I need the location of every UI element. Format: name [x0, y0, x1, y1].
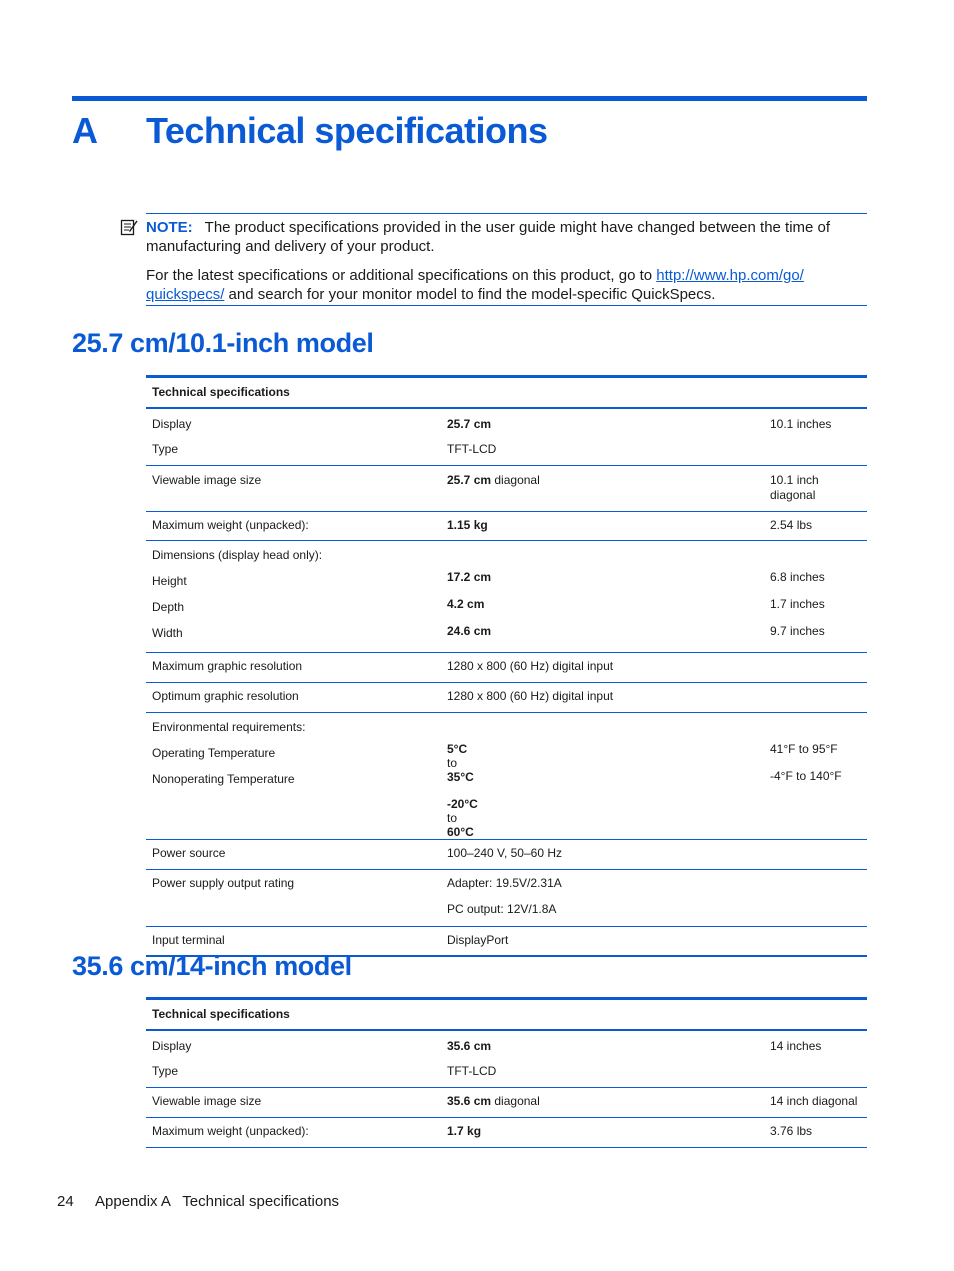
spec-table-10-inch: [146, 375, 867, 957]
table-header-row: [146, 377, 867, 409]
table-row: Viewable image size 35.6 cm diagonal 14 inch diagonal: [146, 1087, 867, 1117]
table-row: Maximum weight (unpacked): 1.15 kg 2.54 lbs: [146, 511, 867, 540]
note-label: NOTE:: [146, 219, 193, 236]
footer-text: Appendix A Technical specifications: [95, 1193, 340, 1210]
table-header: Technical specifications: [152, 385, 290, 399]
page-footer: [57, 1192, 339, 1212]
note-text-2-after: and search for your monitor model to find the model-specific QuickSpecs.: [224, 286, 716, 303]
table-header: Technical specifications: [152, 1007, 290, 1021]
table-row: Dimensions (display head only): Height Depth Width 17.2 cm 4.2 cm 24.6 cm 6.8 inches 1.7 inches 9.7 inches: [146, 540, 867, 652]
table-row: Display Type 35.6 cm TFT-LCD 14 inches: [146, 1030, 867, 1087]
section-title-14-inch: 35.6 cm/14-inch model: [72, 951, 352, 981]
table-row: Maximum graphic resolution 1280 x 800 (60 Hz) digital input: [146, 652, 867, 682]
table-row: Maximum weight (unpacked): 1.7 kg 3.76 lbs: [146, 1117, 867, 1147]
note-paragraph-2: [146, 266, 846, 304]
table-row: Power supply output rating Adapter: 19.5V/2.31A PC output: 12V/1.8A: [146, 869, 867, 926]
table-row: Viewable image size 25.7 cm diagonal 10.1 inch diagonal: [146, 465, 867, 511]
section-title-10-inch: 25.7 cm/10.1-inch model: [72, 328, 374, 358]
chapter-top-rule: [72, 96, 867, 101]
page-number: 24: [57, 1193, 74, 1210]
spec-table-14-inch: [146, 997, 867, 1148]
table-row: Environmental requirements: Operating Temperature Nonoperating Temperature 5°C to 35°C -20°C to 60°C 41°F to 95°F -4°F to 140°F: [146, 712, 867, 839]
chapter-letter: A: [72, 110, 98, 151]
note-icon: [120, 218, 138, 236]
chapter-title: [72, 108, 547, 154]
table-row: Power source 100–240 V, 50–60 Hz: [146, 839, 867, 869]
table-header-row: [146, 999, 867, 1031]
chapter-title-text: Technical specifications: [146, 110, 548, 151]
note-text-1: The product specifications provided in the user guide might have changed between the time of manufacturing and delivery of your product.: [146, 219, 831, 255]
quickspecs-link[interactable]: http://www.hp.com/go/ quickspecs/: [146, 267, 804, 303]
note-box: [146, 213, 867, 306]
note-paragraph-1: [146, 218, 846, 256]
table-row: Optimum graphic resolution 1280 x 800 (60 Hz) digital input: [146, 682, 867, 712]
table-row: Input terminal DisplayPort: [146, 926, 867, 956]
note-text-2-before: For the latest specifications or additional specifications on this product, go to: [146, 267, 657, 284]
table-row: Display Type 25.7 cm TFT-LCD 10.1 inches: [146, 408, 867, 465]
